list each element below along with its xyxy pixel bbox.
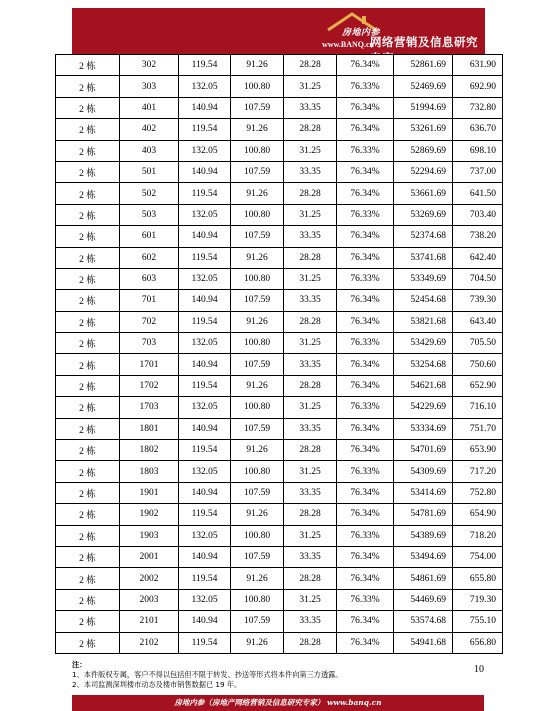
table-cell: 28.28: [284, 440, 337, 461]
table-cell: 76.34%: [337, 504, 394, 525]
table-cell: 2 栋: [56, 461, 120, 482]
table-cell: 119.54: [179, 183, 231, 204]
table-cell: 2 栋: [56, 204, 120, 225]
table-row: [56, 55, 503, 76]
table-cell: 100.80: [231, 525, 284, 546]
table-cell: 140.94: [179, 97, 231, 118]
table-cell: 31.25: [284, 461, 337, 482]
table-cell: 119.54: [179, 568, 231, 589]
table-cell: 2 栋: [56, 183, 120, 204]
table-cell: 100.80: [231, 268, 284, 289]
table-cell: 654.90: [453, 504, 503, 525]
table-cell: 100.80: [231, 589, 284, 610]
table-cell: 140.94: [179, 482, 231, 503]
table-cell: 76.34%: [337, 418, 394, 439]
table-cell: 91.26: [231, 632, 284, 653]
table-cell: 132.05: [179, 268, 231, 289]
table-cell: 53261.69: [394, 119, 453, 140]
table-cell: 2 栋: [56, 440, 120, 461]
table-cell: 502: [120, 183, 179, 204]
table-cell: 28.28: [284, 119, 337, 140]
table-cell: 1701: [120, 354, 179, 375]
table-cell: 33.35: [284, 546, 337, 567]
table-cell: 100.80: [231, 333, 284, 354]
notes-block: [72, 660, 402, 690]
table-cell: 132.05: [179, 589, 231, 610]
table-cell: 28.28: [284, 311, 337, 332]
table-cell: 53269.69: [394, 204, 453, 225]
table-cell: 76.34%: [337, 482, 394, 503]
table-cell: 702: [120, 311, 179, 332]
table-cell: 91.26: [231, 119, 284, 140]
table-cell: 2003: [120, 589, 179, 610]
table-cell: 501: [120, 161, 179, 182]
table-cell: 107.59: [231, 546, 284, 567]
table-row: [56, 140, 503, 161]
table-cell: 54469.69: [394, 589, 453, 610]
table-cell: 302: [120, 55, 179, 76]
table-cell: 76.34%: [337, 568, 394, 589]
table-cell: 76.33%: [337, 140, 394, 161]
table-cell: 107.59: [231, 290, 284, 311]
header-banner: [72, 8, 485, 65]
table-cell: 33.35: [284, 354, 337, 375]
table-cell: 2 栋: [56, 55, 120, 76]
table-cell: 642.40: [453, 247, 503, 268]
table-cell: 76.33%: [337, 525, 394, 546]
table-cell: 738.20: [453, 226, 503, 247]
table-cell: 76.34%: [337, 311, 394, 332]
table-cell: 601: [120, 226, 179, 247]
table-cell: 655.80: [453, 568, 503, 589]
table-cell: 2102: [120, 632, 179, 653]
table-cell: 2 栋: [56, 632, 120, 653]
table-cell: 91.26: [231, 568, 284, 589]
table-cell: 750.60: [453, 354, 503, 375]
table-cell: 76.34%: [337, 226, 394, 247]
table-cell: 132.05: [179, 76, 231, 97]
table-cell: 54781.69: [394, 504, 453, 525]
table-cell: 2002: [120, 568, 179, 589]
table-cell: 704.50: [453, 268, 503, 289]
table-cell: 119.54: [179, 632, 231, 653]
table-cell: 107.59: [231, 611, 284, 632]
table-row: [56, 461, 503, 482]
table-cell: 2 栋: [56, 268, 120, 289]
table-cell: 2 栋: [56, 525, 120, 546]
table-cell: 2 栋: [56, 375, 120, 396]
table-cell: 31.25: [284, 525, 337, 546]
table-cell: 652.90: [453, 375, 503, 396]
table-cell: 91.26: [231, 440, 284, 461]
table-row: [56, 247, 503, 268]
table-cell: 2 栋: [56, 247, 120, 268]
table-cell: 2 栋: [56, 504, 120, 525]
table-body: [56, 55, 503, 654]
table-cell: 140.94: [179, 546, 231, 567]
table-cell: 91.26: [231, 55, 284, 76]
table-cell: 28.28: [284, 504, 337, 525]
table-cell: 91.26: [231, 375, 284, 396]
table-cell: 402: [120, 119, 179, 140]
table-cell: 2 栋: [56, 140, 120, 161]
table-cell: 76.33%: [337, 461, 394, 482]
table-cell: 52861.69: [394, 55, 453, 76]
table-cell: 119.54: [179, 311, 231, 332]
table-row: [56, 311, 503, 332]
table-cell: 76.33%: [337, 268, 394, 289]
table-cell: 2101: [120, 611, 179, 632]
table-cell: 91.26: [231, 311, 284, 332]
table-cell: 140.94: [179, 290, 231, 311]
table-cell: 28.28: [284, 568, 337, 589]
table-cell: 140.94: [179, 418, 231, 439]
table-cell: 33.35: [284, 418, 337, 439]
table-cell: 403: [120, 140, 179, 161]
table-cell: 91.26: [231, 183, 284, 204]
table-cell: 52469.69: [394, 76, 453, 97]
table-cell: 100.80: [231, 140, 284, 161]
table-cell: 119.54: [179, 55, 231, 76]
table-cell: 107.59: [231, 161, 284, 182]
table-cell: 76.34%: [337, 290, 394, 311]
table-cell: 2 栋: [56, 482, 120, 503]
table-row: [56, 290, 503, 311]
brand-name: 房地内参: [342, 27, 381, 37]
table-cell: 701: [120, 290, 179, 311]
table-cell: 754.00: [453, 546, 503, 567]
table-cell: 603: [120, 268, 179, 289]
table-row: [56, 546, 503, 567]
table-cell: 641.50: [453, 183, 503, 204]
table-cell: 53574.68: [394, 611, 453, 632]
table-cell: 51994.69: [394, 97, 453, 118]
table-cell: 54389.69: [394, 525, 453, 546]
table-cell: 76.34%: [337, 375, 394, 396]
price-table: [55, 54, 503, 654]
table-cell: 76.34%: [337, 611, 394, 632]
table-cell: 140.94: [179, 611, 231, 632]
table-cell: 33.35: [284, 161, 337, 182]
table-row: [56, 418, 503, 439]
table-cell: 698.10: [453, 140, 503, 161]
table-cell: 31.25: [284, 589, 337, 610]
table-cell: 52294.69: [394, 161, 453, 182]
table-cell: 653.90: [453, 440, 503, 461]
table-cell: 2 栋: [56, 418, 120, 439]
table-cell: 31.25: [284, 333, 337, 354]
table-cell: 53821.68: [394, 311, 453, 332]
table-cell: 2 栋: [56, 226, 120, 247]
table-cell: 100.80: [231, 461, 284, 482]
table-row: [56, 183, 503, 204]
table-cell: 53741.68: [394, 247, 453, 268]
table-cell: 140.94: [179, 354, 231, 375]
notes-line-1: 1、本件版权专属，客户不得以包括但不限于转发、抄送等形式将本件向第三方透露。: [72, 670, 343, 679]
table-cell: 2 栋: [56, 611, 120, 632]
table-cell: 132.05: [179, 204, 231, 225]
table-cell: 1702: [120, 375, 179, 396]
table-row: [56, 525, 503, 546]
table-cell: 33.35: [284, 226, 337, 247]
table-cell: 53349.69: [394, 268, 453, 289]
table-row: [56, 161, 503, 182]
table-cell: 53661.69: [394, 183, 453, 204]
table-row: [56, 397, 503, 418]
table-cell: 76.33%: [337, 204, 394, 225]
table-row: [56, 333, 503, 354]
table-cell: 119.54: [179, 375, 231, 396]
table-row: [56, 568, 503, 589]
table-cell: 132.05: [179, 461, 231, 482]
table-cell: 28.28: [284, 375, 337, 396]
table-row: [56, 97, 503, 118]
table-cell: 31.25: [284, 397, 337, 418]
table-cell: 53494.69: [394, 546, 453, 567]
table-cell: 52454.68: [394, 290, 453, 311]
table-cell: 91.26: [231, 504, 284, 525]
table-cell: 100.80: [231, 204, 284, 225]
table-cell: 76.33%: [337, 76, 394, 97]
table-cell: 33.35: [284, 290, 337, 311]
table-row: [56, 611, 503, 632]
table-row: [56, 482, 503, 503]
table-cell: 28.28: [284, 247, 337, 268]
table-cell: 76.34%: [337, 97, 394, 118]
table-cell: 119.54: [179, 119, 231, 140]
table-cell: 2 栋: [56, 119, 120, 140]
table-row: [56, 632, 503, 653]
table-cell: 2 栋: [56, 76, 120, 97]
table-cell: 52869.69: [394, 140, 453, 161]
table-cell: 107.59: [231, 418, 284, 439]
table-cell: 755.10: [453, 611, 503, 632]
table-cell: 636.70: [453, 119, 503, 140]
table-cell: 107.59: [231, 482, 284, 503]
table-cell: 132.05: [179, 397, 231, 418]
table-cell: 703: [120, 333, 179, 354]
table-cell: 33.35: [284, 611, 337, 632]
table-cell: 602: [120, 247, 179, 268]
table-cell: 76.34%: [337, 354, 394, 375]
table-cell: 31.25: [284, 140, 337, 161]
table-cell: 54621.68: [394, 375, 453, 396]
notes-heading: 注：: [72, 660, 87, 669]
table-cell: 76.34%: [337, 55, 394, 76]
table-row: [56, 119, 503, 140]
page-number: 10: [474, 664, 484, 675]
table-row: [56, 589, 503, 610]
table-cell: 1802: [120, 440, 179, 461]
table-row: [56, 268, 503, 289]
table-cell: 119.54: [179, 440, 231, 461]
table-cell: 53254.68: [394, 354, 453, 375]
table-cell: 1803: [120, 461, 179, 482]
table-cell: 107.59: [231, 97, 284, 118]
table-cell: 737.00: [453, 161, 503, 182]
table-cell: 2 栋: [56, 311, 120, 332]
table-cell: 2 栋: [56, 333, 120, 354]
table-cell: 100.80: [231, 397, 284, 418]
table-cell: 119.54: [179, 247, 231, 268]
table-cell: 52374.68: [394, 226, 453, 247]
table-row: [56, 354, 503, 375]
table-cell: 1903: [120, 525, 179, 546]
table-cell: 76.34%: [337, 119, 394, 140]
table-cell: 107.59: [231, 226, 284, 247]
table-cell: 692.90: [453, 76, 503, 97]
table-cell: 2 栋: [56, 568, 120, 589]
table-cell: 503: [120, 204, 179, 225]
table-cell: 76.34%: [337, 632, 394, 653]
table-cell: 31.25: [284, 76, 337, 97]
table-cell: 716.10: [453, 397, 503, 418]
table-cell: 53429.69: [394, 333, 453, 354]
table-cell: 54701.69: [394, 440, 453, 461]
table-cell: 140.94: [179, 161, 231, 182]
table-cell: 132.05: [179, 140, 231, 161]
table-cell: 631.90: [453, 55, 503, 76]
table-cell: 33.35: [284, 97, 337, 118]
table-cell: 28.28: [284, 55, 337, 76]
table-cell: 643.40: [453, 311, 503, 332]
table-cell: 33.35: [284, 482, 337, 503]
table-cell: 1902: [120, 504, 179, 525]
table-cell: 54309.69: [394, 461, 453, 482]
table-cell: 2 栋: [56, 161, 120, 182]
table-cell: 28.28: [284, 632, 337, 653]
table-cell: 76.34%: [337, 247, 394, 268]
table-cell: 54861.69: [394, 568, 453, 589]
table-row: [56, 76, 503, 97]
table-cell: 1901: [120, 482, 179, 503]
table-cell: 31.25: [284, 204, 337, 225]
table-cell: 100.80: [231, 76, 284, 97]
table-cell: 76.33%: [337, 333, 394, 354]
table-row: [56, 375, 503, 396]
table-cell: 739.30: [453, 290, 503, 311]
table-cell: 401: [120, 97, 179, 118]
table-cell: 656.80: [453, 632, 503, 653]
table-row: [56, 226, 503, 247]
table-cell: 751.70: [453, 418, 503, 439]
table-cell: 76.34%: [337, 440, 394, 461]
table-cell: 703.40: [453, 204, 503, 225]
table-cell: 705.50: [453, 333, 503, 354]
table-cell: 76.33%: [337, 397, 394, 418]
table-cell: 53414.69: [394, 482, 453, 503]
table-cell: 2 栋: [56, 546, 120, 567]
footer-banner: 房地内参（房地产网络营销及信息研究专家） www.banq.cn: [72, 695, 484, 711]
brand-site: www.BANQ.cn: [322, 40, 375, 49]
table-cell: 28.28: [284, 183, 337, 204]
table-cell: 107.59: [231, 354, 284, 375]
table-cell: 54941.68: [394, 632, 453, 653]
table-row: [56, 440, 503, 461]
table-cell: 718.20: [453, 525, 503, 546]
table-cell: 732.80: [453, 97, 503, 118]
table-cell: 2001: [120, 546, 179, 567]
table-cell: 76.34%: [337, 546, 394, 567]
table-cell: 1801: [120, 418, 179, 439]
table-cell: 2 栋: [56, 354, 120, 375]
table-cell: 2 栋: [56, 589, 120, 610]
table-cell: 31.25: [284, 268, 337, 289]
table-cell: 752.80: [453, 482, 503, 503]
table-cell: 140.94: [179, 226, 231, 247]
table-cell: 132.05: [179, 525, 231, 546]
table-cell: 132.05: [179, 333, 231, 354]
table-cell: 303: [120, 76, 179, 97]
table-cell: 54229.69: [394, 397, 453, 418]
notes-line-2: 2、本司监测深圳楼市动态及楼市销售数据已 19 年。: [72, 680, 242, 689]
table-cell: 2 栋: [56, 290, 120, 311]
table-cell: 76.33%: [337, 589, 394, 610]
table-row: [56, 504, 503, 525]
table-row: [56, 204, 503, 225]
table-cell: 719.30: [453, 589, 503, 610]
table-cell: 2 栋: [56, 397, 120, 418]
table-cell: 1703: [120, 397, 179, 418]
table-cell: 76.34%: [337, 183, 394, 204]
table-cell: 53334.69: [394, 418, 453, 439]
table-cell: 717.20: [453, 461, 503, 482]
table-cell: 2 栋: [56, 97, 120, 118]
table-cell: 91.26: [231, 247, 284, 268]
table-cell: 119.54: [179, 504, 231, 525]
table-cell: 76.34%: [337, 161, 394, 182]
brand-slogan: 网络营销及信息研究专家: [370, 35, 478, 65]
